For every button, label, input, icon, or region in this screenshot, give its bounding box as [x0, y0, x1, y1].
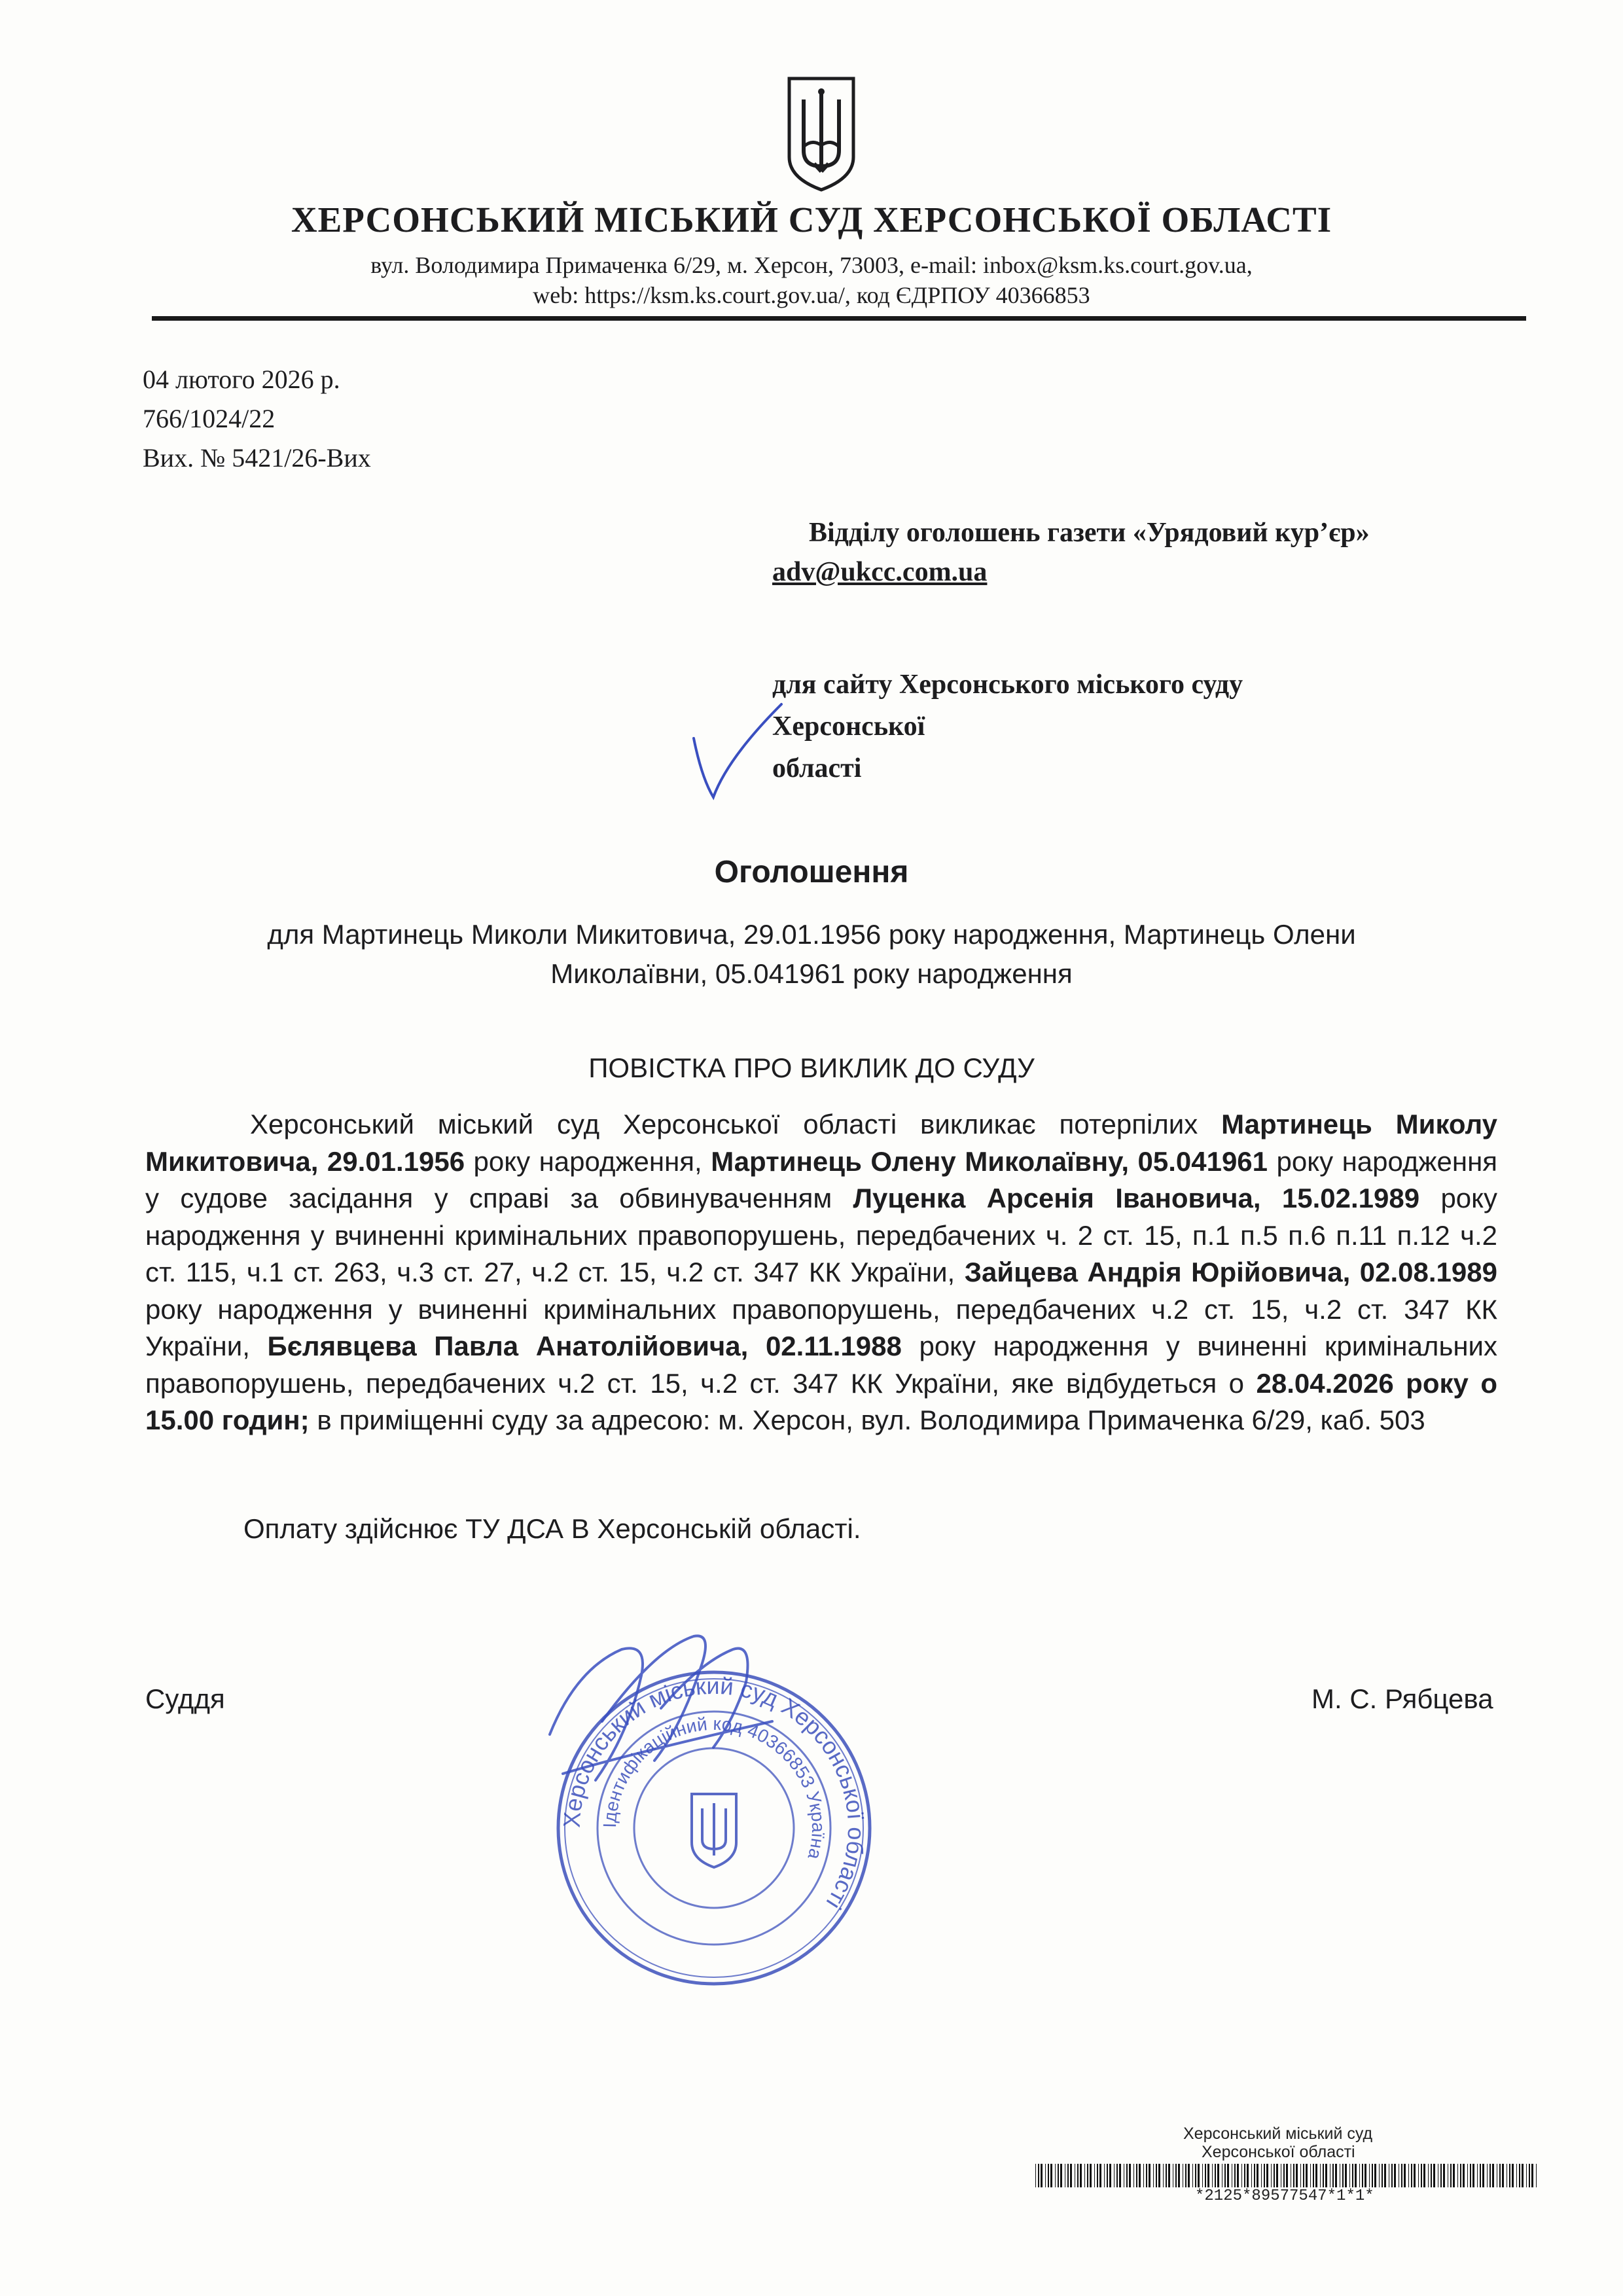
- barcode-bar: [1470, 2164, 1471, 2187]
- barcode-bar: [1310, 2164, 1311, 2187]
- barcode-bar: [1271, 2164, 1272, 2187]
- barcode-bar: [1414, 2164, 1416, 2187]
- barcode-bar: [1450, 2164, 1452, 2187]
- subpoena-title: ПОВІСТКА ПРО ВИКЛИК ДО СУДУ: [588, 1052, 1035, 1083]
- barcode-bar: [1349, 2164, 1350, 2187]
- barcode-bar: [1048, 2164, 1049, 2187]
- barcode-bar: [1077, 2164, 1079, 2187]
- body-text: року народження у вчиненні кримінальних правопорушень, передбачених ч.2 ст. 15, ч.2 ст. 347 КК України,: [145, 1293, 1497, 1361]
- barcode-bar: [1178, 2164, 1180, 2187]
- barcode-bar: [1217, 2164, 1219, 2187]
- barcode-bar: [1107, 2164, 1108, 2187]
- barcode-bar: [1038, 2164, 1039, 2187]
- recipient-site-line: Херсонської: [772, 711, 925, 742]
- barcode-bar: [1303, 2164, 1304, 2187]
- barcode-bar: [1097, 2164, 1098, 2187]
- barcode-bar: [1364, 2164, 1366, 2187]
- barcode-bar: [1114, 2164, 1115, 2187]
- case-number: 766/1024/22: [143, 404, 276, 433]
- announcement-heading: Оголошення: [714, 855, 909, 889]
- barcode-bar: [1369, 2164, 1370, 2187]
- barcode-bar: [1382, 2164, 1383, 2187]
- seal-inner-text: Ідентифікаційний код 40366853 Україна: [599, 1713, 829, 1862]
- victim-name: Мартинець Олену Миколаївну, 05.041961: [711, 1145, 1268, 1177]
- barcode-bar: [1041, 2164, 1043, 2187]
- barcode-bar: [1401, 2164, 1402, 2187]
- barcode-bar: [1215, 2164, 1216, 2187]
- barcode-bar: [1276, 2164, 1278, 2187]
- barcode-bar: [1300, 2164, 1301, 2187]
- barcode-bar: [1499, 2164, 1501, 2187]
- barcode-bar: [1359, 2164, 1360, 2187]
- barcode-bar: [1428, 2164, 1429, 2187]
- barcode-bar: [1227, 2164, 1229, 2187]
- barcode-bar: [1202, 2164, 1203, 2187]
- barcode: [1035, 2164, 1539, 2187]
- barcode-bar: [1205, 2164, 1206, 2187]
- barcode-bar: [1394, 2164, 1396, 2187]
- barcode-bar: [1404, 2164, 1406, 2187]
- barcode-bar: [1315, 2164, 1317, 2187]
- victim-name: Мартинець Миколу Микитовича, 29.01.1956: [145, 1109, 1498, 1177]
- body-text: року народження у вчиненні кримінальних правопорушень, передбачених ч.2 ст. 15, ч.2 ст. 347 КК України, яке відбудеться о: [145, 1331, 1497, 1399]
- barcode-bar: [1158, 2164, 1160, 2187]
- barcode-bar: [1185, 2164, 1186, 2187]
- barcode-bar: [1529, 2164, 1530, 2187]
- barcode-bar: [1109, 2164, 1111, 2187]
- barcode-bar: [1139, 2164, 1141, 2187]
- barcode-bar: [1070, 2164, 1072, 2187]
- barcode-bar: [1237, 2164, 1239, 2187]
- header-divider: [152, 316, 1526, 321]
- recipient-site-line: області: [772, 753, 862, 783]
- recipient-email: adv@ukcc.com.ua: [772, 557, 988, 587]
- barcode-bar: [1198, 2164, 1200, 2187]
- barcode-bar: [1421, 2164, 1422, 2187]
- barcode-bar: [1431, 2164, 1432, 2187]
- court-name: ХЕРСОНСЬКИЙ МІСЬКИЙ СУД ХЕРСОНСЬКОЇ ОБЛАСТІ: [291, 200, 1332, 240]
- barcode-bar: [1087, 2164, 1088, 2187]
- barcode-bar: [1247, 2164, 1249, 2187]
- barcode-bar: [1487, 2164, 1488, 2187]
- barcode-bar: [1433, 2164, 1435, 2187]
- barcode-bar: [1195, 2164, 1196, 2187]
- seal-outer-text: Херсонський міський суд Херсонської області: [558, 1672, 870, 1914]
- barcode-bar: [1443, 2164, 1445, 2187]
- barcode-bar: [1418, 2164, 1419, 2187]
- barcode-bar: [1408, 2164, 1409, 2187]
- court-web-code: web: https://ksm.ks.court.gov.ua/, код ЄДРПОУ 40366853: [533, 282, 1090, 308]
- barcode-bar: [1296, 2164, 1298, 2187]
- barcode-bar: [1480, 2164, 1481, 2187]
- payment-note: Оплату здійснює ТУ ДСА В Херсонській області.: [243, 1513, 861, 1544]
- barcode-bar: [1531, 2164, 1533, 2187]
- announcement-addressees: Миколаївни, 05.041961 року народження: [550, 958, 1073, 989]
- recipient-newspaper: Відділу оголошень газети «Урядовий кур’єр»: [809, 518, 1370, 548]
- barcode-bar: [1411, 2164, 1412, 2187]
- barcode-bar: [1234, 2164, 1236, 2187]
- body-text: Херсонський міський суд Херсонської області викликає потерпілих: [250, 1109, 1222, 1139]
- registration-region: Херсонської області: [1202, 2143, 1355, 2161]
- outgoing-number: Вих. № 5421/26-Вих: [143, 443, 371, 473]
- barcode-bar: [1045, 2164, 1046, 2187]
- barcode-bar: [1149, 2164, 1150, 2187]
- barcode-bar: [1143, 2164, 1144, 2187]
- barcode-bar: [1372, 2164, 1373, 2187]
- barcode-bar: [1502, 2164, 1504, 2187]
- barcode-bar: [1379, 2164, 1380, 2187]
- recipient-site-line: для сайту Херсонського міського суду: [772, 670, 1243, 700]
- barcode-bar: [1188, 2164, 1190, 2187]
- barcode-bar: [1283, 2164, 1285, 2187]
- barcode-bar: [1362, 2164, 1363, 2187]
- barcode-bar: [1342, 2164, 1344, 2187]
- barcode-bar: [1384, 2164, 1386, 2187]
- body-text: року народження,: [465, 1145, 711, 1177]
- barcode-bar: [1323, 2164, 1324, 2187]
- barcode-bar: [1257, 2164, 1258, 2187]
- barcode-bar: [1168, 2164, 1170, 2187]
- barcode-bar: [1090, 2164, 1092, 2187]
- barcode-bar: [1207, 2164, 1209, 2187]
- barcode-bar: [1136, 2164, 1137, 2187]
- barcode-bar: [1274, 2164, 1275, 2187]
- barcode-bar: [1060, 2164, 1062, 2187]
- barcode-bar: [1313, 2164, 1314, 2187]
- barcode-bar: [1306, 2164, 1308, 2187]
- barcode-bar: [1146, 2164, 1147, 2187]
- barcode-bar: [1119, 2164, 1121, 2187]
- barcode-bar: [1391, 2164, 1393, 2187]
- accused-name: Бєлявцева Павла Анатолійовича, 02.11.1988: [267, 1331, 902, 1361]
- barcode-bar: [1104, 2164, 1105, 2187]
- barcode-bar: [1241, 2164, 1242, 2187]
- barcode-bar: [1522, 2164, 1524, 2187]
- announcement-addressees: для Мартинець Миколи Микитовича, 29.01.1956 року народження, Мартинець Олени: [267, 919, 1356, 950]
- barcode-bar: [1457, 2164, 1458, 2187]
- barcode-bar: [1133, 2164, 1134, 2187]
- barcode-number: *2125*89577547*1*1*: [1195, 2187, 1374, 2205]
- barcode-bar: [1345, 2164, 1347, 2187]
- document-date: 04 лютого 2026 р.: [143, 365, 340, 394]
- barcode-bar: [1374, 2164, 1376, 2187]
- barcode-bar: [1467, 2164, 1468, 2187]
- judge-label: Суддя: [145, 1683, 225, 1714]
- barcode-bar: [1058, 2164, 1059, 2187]
- barcode-bar: [1266, 2164, 1268, 2187]
- subpoena-body: [145, 1106, 1497, 1439]
- barcode-bar: [1156, 2164, 1157, 2187]
- barcode-bar: [1254, 2164, 1255, 2187]
- barcode-bar: [1332, 2164, 1334, 2187]
- barcode-bar: [1116, 2164, 1118, 2187]
- barcode-bar: [1244, 2164, 1245, 2187]
- barcode-bar: [1492, 2164, 1494, 2187]
- barcode-bar: [1335, 2164, 1337, 2187]
- accused-name: Луценка Арсенія Івановича, 15.02.1989: [853, 1183, 1420, 1213]
- barcode-bar: [1516, 2164, 1517, 2187]
- barcode-bar: [1293, 2164, 1294, 2187]
- barcode-bar: [1482, 2164, 1484, 2187]
- barcode-bar: [1460, 2164, 1461, 2187]
- barcode-bar: [1320, 2164, 1321, 2187]
- barcode-bar: [1526, 2164, 1527, 2187]
- barcode-bar: [1264, 2164, 1265, 2187]
- barcode-bar: [1192, 2164, 1193, 2187]
- barcode-bar: [1067, 2164, 1069, 2187]
- barcode-bar: [1355, 2164, 1357, 2187]
- court-address: вул. Володимира Примаченка 6/29, м. Херсон, 73003, e-mail: inbox@ksm.ks.court.gov.ua,: [370, 252, 1253, 278]
- accused-name: Зайцева Андрія Юрійовича, 02.08.1989: [964, 1257, 1497, 1287]
- barcode-bar: [1166, 2164, 1167, 2187]
- barcode-bar: [1509, 2164, 1510, 2187]
- barcode-bar: [1536, 2164, 1537, 2187]
- barcode-bar: [1050, 2164, 1052, 2187]
- barcode-bar: [1126, 2164, 1128, 2187]
- barcode-bar: [1212, 2164, 1213, 2187]
- barcode-bar: [1477, 2164, 1478, 2187]
- hearing-datetime: 28.04.2026 року о 15.00 годин;: [145, 1367, 1497, 1435]
- registration-court: Херсонський міський суд: [1183, 2125, 1373, 2143]
- coat-of-arms-icon: [783, 73, 860, 194]
- barcode-bar: [1163, 2164, 1164, 2187]
- barcode-bar: [1094, 2164, 1095, 2187]
- barcode-bar: [1035, 2164, 1036, 2187]
- barcode-bar: [1175, 2164, 1177, 2187]
- barcode-bar: [1489, 2164, 1491, 2187]
- judge-name: М. С. Рябцева: [1311, 1683, 1493, 1714]
- judge-signature: [537, 1623, 798, 1820]
- barcode-bar: [1472, 2164, 1474, 2187]
- barcode-bar: [1153, 2164, 1154, 2187]
- barcode-bar: [1512, 2164, 1514, 2187]
- body-text: року народження у судове засідання у справі за обвинуваченням: [145, 1145, 1498, 1213]
- barcode-bar: [1352, 2164, 1353, 2187]
- barcode-bar: [1261, 2164, 1262, 2187]
- barcode-bar: [1286, 2164, 1288, 2187]
- body-text: року народження у вчиненні кримінальних правопорушень, передбачених ч. 2 ст. 15, п.1 п.5 п.6 п.11 п.12 ч.2 ст. 115, ч.1 ст. 263, ч.3 ст. 27, ч.2 ст. 15, ч.2 ст. 347 КК України,: [145, 1183, 1498, 1287]
- barcode-bar: [1463, 2164, 1465, 2187]
- barcode-bar: [1325, 2164, 1327, 2187]
- barcode-bar: [1251, 2164, 1252, 2187]
- barcode-bar: [1453, 2164, 1455, 2187]
- barcode-bar: [1423, 2164, 1425, 2187]
- barcode-bar: [1099, 2164, 1101, 2187]
- barcode-bar: [1129, 2164, 1131, 2187]
- barcode-bar: [1519, 2164, 1520, 2187]
- body-text: в приміщенні суду за адресою: м. Херсон, вул. Володимира Примаченка 6/29, каб. 503: [309, 1405, 1425, 1435]
- barcode-bar: [1084, 2164, 1085, 2187]
- barcode-bar: [1055, 2164, 1056, 2187]
- barcode-bar: [1440, 2164, 1442, 2187]
- barcode-bar: [1224, 2164, 1226, 2187]
- barcode-bar: [1080, 2164, 1082, 2187]
